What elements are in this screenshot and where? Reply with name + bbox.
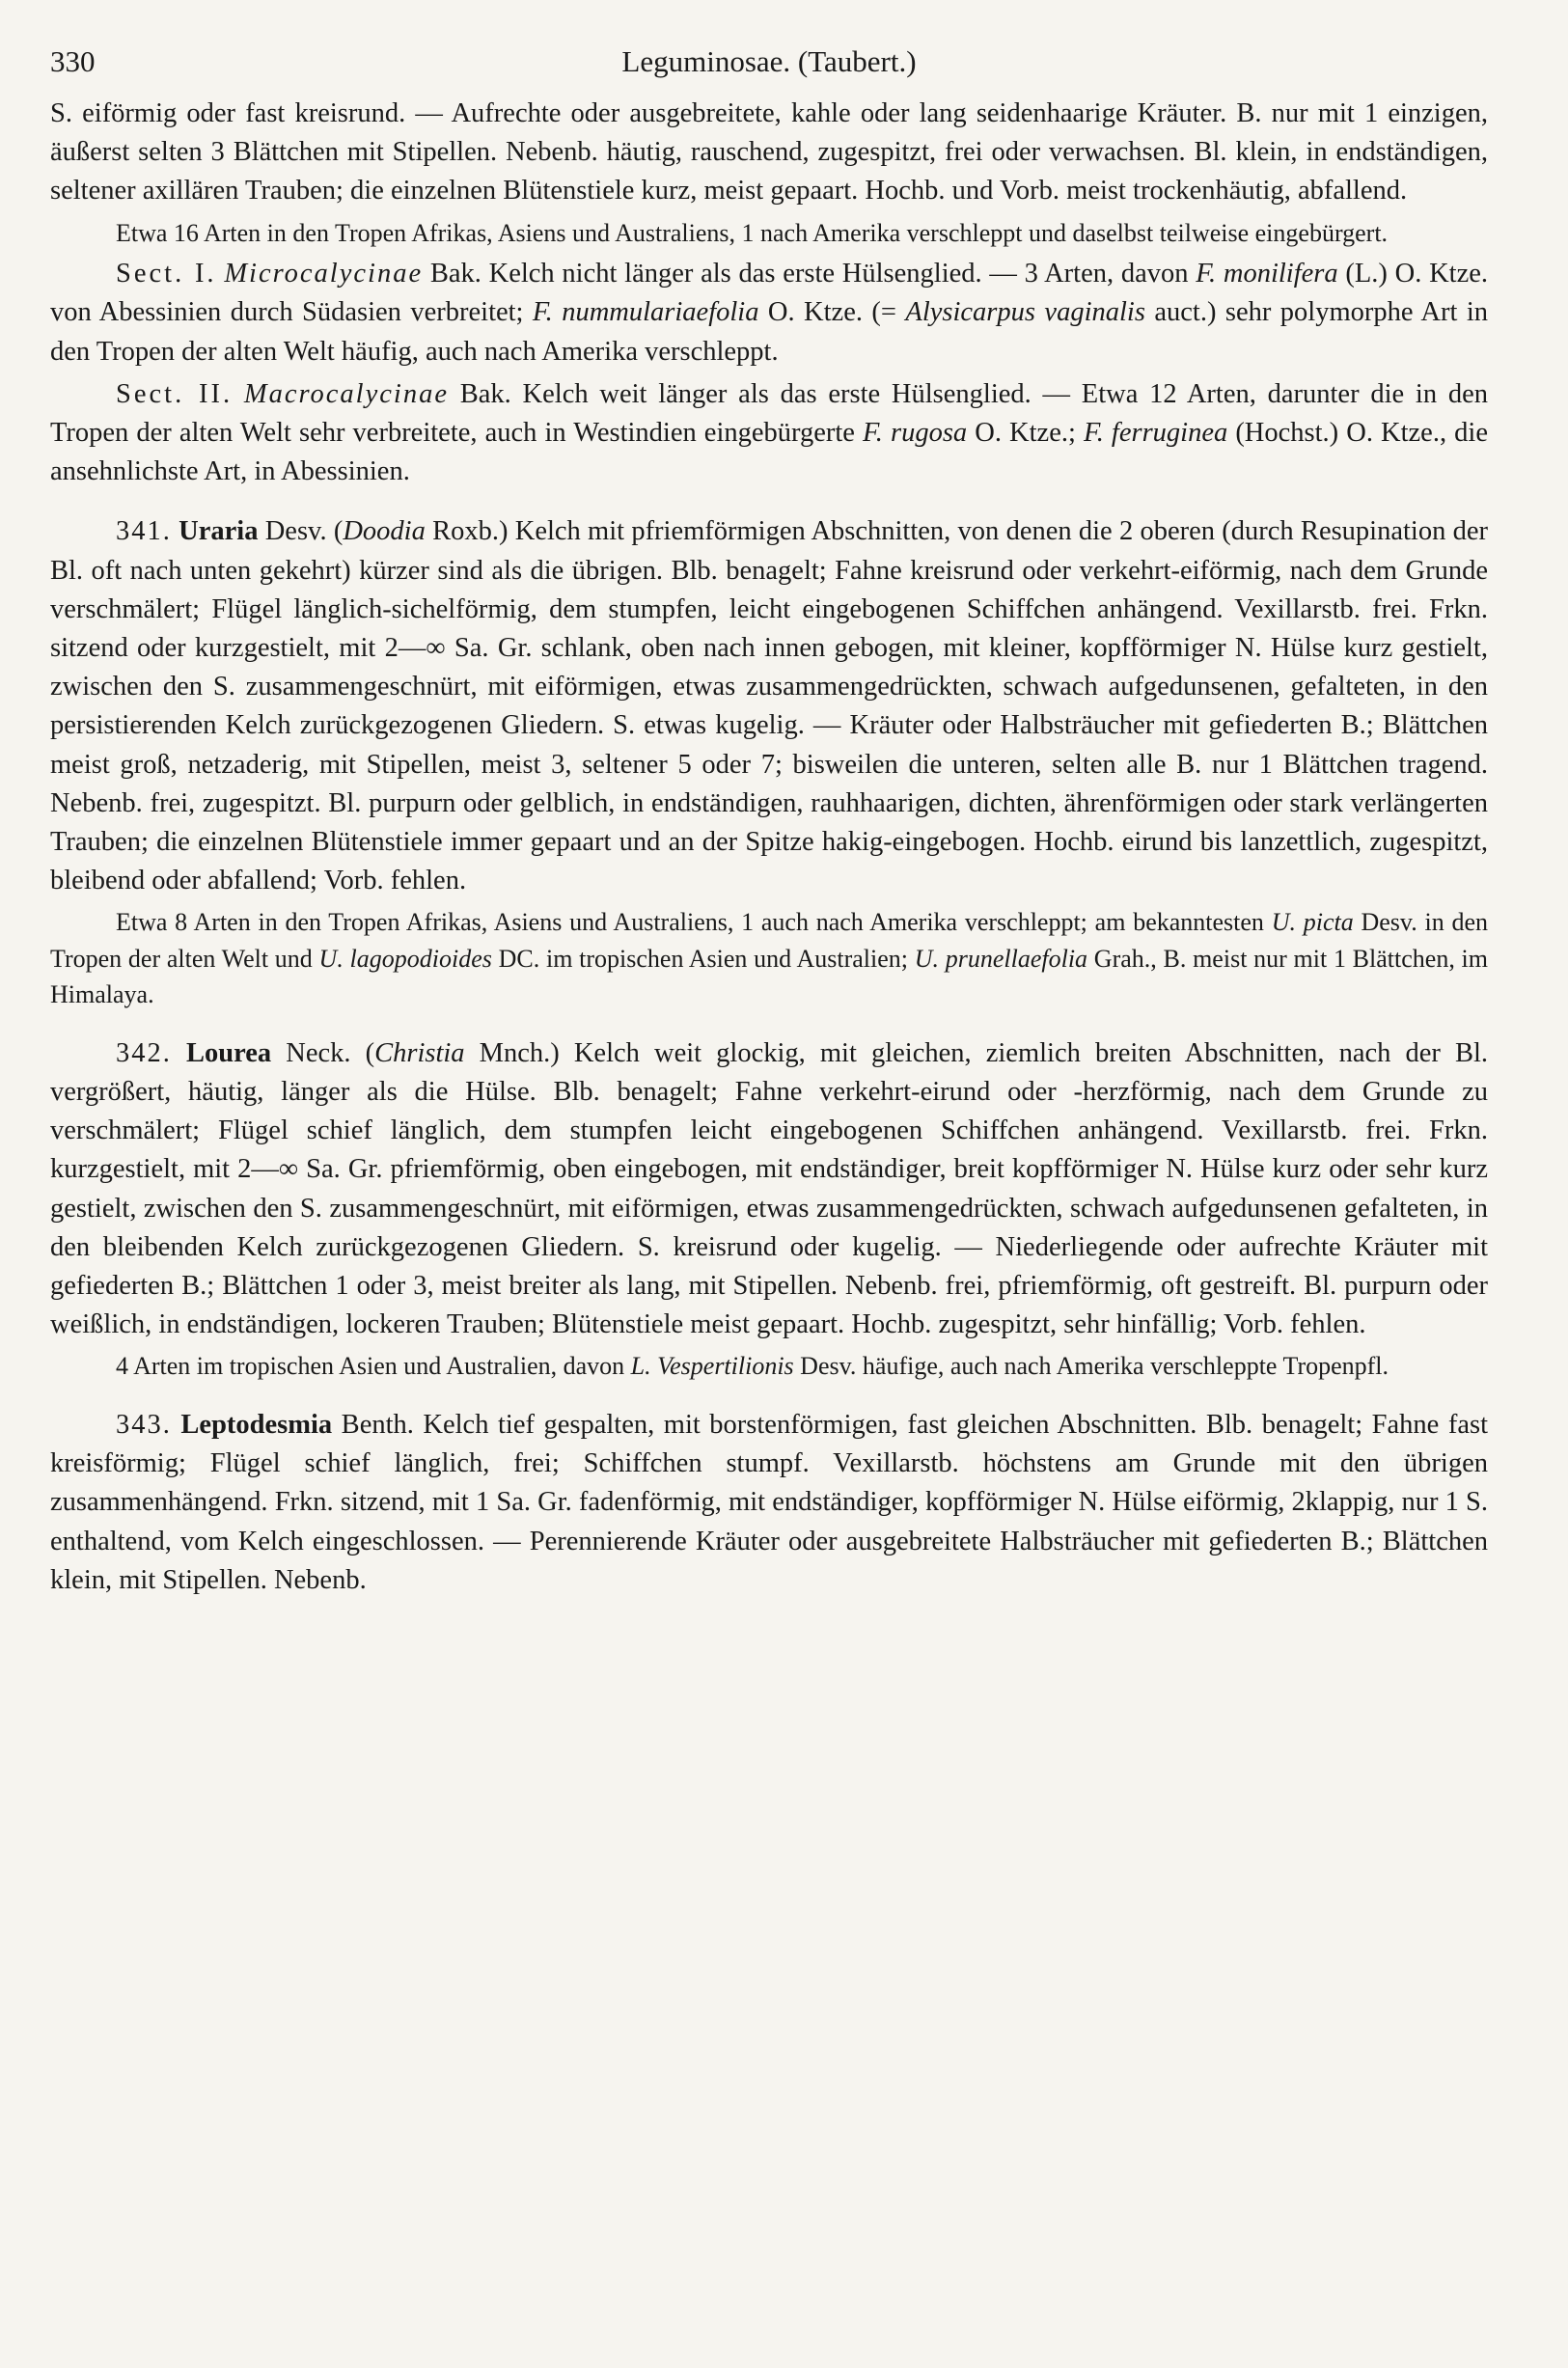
- genus-entry-lourea: [50, 1034, 1488, 1345]
- section-text: O. Ktze. (=: [758, 297, 906, 328]
- document-page: [50, 29, 1488, 2345]
- section-macrocalycinae: [50, 375, 1488, 492]
- species-name: F. rugosa: [863, 417, 968, 448]
- genus-text: Desv. (: [258, 516, 344, 547]
- note-text: Desv. häufige, auch nach Amerika verschleppte Tropenpfl.: [793, 1352, 1389, 1381]
- genus-entry-leptodesmia: [50, 1406, 1488, 1600]
- species-name: F. monilifera: [1196, 259, 1338, 289]
- genus-number: 342.: [116, 1037, 172, 1068]
- species-name: U. lagopodioides: [318, 944, 492, 973]
- uraria-distribution-note: [50, 904, 1488, 1013]
- section-text: O. Ktze.;: [967, 417, 1084, 448]
- genus-text: Benth. Kelch tief gespalten, mit borstenförmigen, fast gleichen Abschnitten. Blb. benagelt; Fahne fast kreisförmig; Flügel schief länglich, frei; Schiffchen stumpf. Vexillarstb. höchstens am Grunde mit den übrigen zusammenhängend. Frkn. sitzend, mit 1 Sa. Gr. fadenförmig, mit endständiger, kopfförmiger N. Hülse eiförmig, 2klappig, nur 1 S. enthaltend, vom Kelch eingeschlossen. — Perennierende Kräuter oder ausgebreitete Halbsträucher mit gefiederten B.; Blättchen klein, mit Stipellen. Nebenb.: [50, 1409, 1488, 1595]
- section-text: Bak. Kelch weit länger als das erste Hülsenglied. — Etwa 12 Arten, darunter die in den Tropen der alten Welt sehr verbreitete, auch in Westindien eingebürgerte: [50, 378, 1488, 448]
- species-name: Alysicarpus vaginalis: [905, 297, 1145, 328]
- note-text: 4 Arten im tropischen Asien und Australien, davon: [116, 1352, 631, 1381]
- section-name: Macrocalycinae: [243, 378, 449, 409]
- note-text: DC. im tropischen Asien und Australien;: [491, 944, 915, 973]
- species-name: F. ferruginea: [1083, 417, 1228, 448]
- continuation-paragraph: S. eiförmig oder fast kreisrund. — Aufrechte oder ausgebreitete, kahle oder lang seidenhaarige Kräuter. B. nur mit 1 einzigen, äußerst selten 3 Blättchen mit Stipellen. Nebenb. häutig, rauschend, zugespitzt, frei oder verwachsen. Bl. klein, in endständigen, seltener axillären Trauben; die einzelnen Blütenstiele kurz, meist gepaart. Hochb. und Vorb. meist trockenhäutig, abfallend.: [50, 98, 1488, 207]
- page-header: [50, 29, 1488, 95]
- section-name: Microcalycinae: [224, 259, 424, 289]
- section-text: (L.) O. Ktze. von Abessinien durch Südasien verbreitet;: [50, 259, 1488, 328]
- section-label: Sect. II.: [116, 378, 234, 409]
- running-head: Leguminosae. (Taubert.): [621, 44, 917, 78]
- genus-entry-uraria: [50, 512, 1488, 900]
- section-text: auct.) sehr polymorphe Art in den Tropen der alten Welt häufig, auch nach Amerika verschleppt.: [50, 297, 1488, 367]
- note-text: Etwa 8 Arten in den Tropen Afrikas, Asiens und Australiens, 1 auch nach Amerika verschleppt; am bekanntesten: [116, 908, 1272, 937]
- genus-name: Leptodesmia: [180, 1409, 333, 1440]
- section-microcalycinae: [50, 255, 1488, 372]
- genus-text: Mnch.) Kelch weit glockig, mit gleichen, ziemlich breiten Abschnitten, nach der Bl. vergrößert, häutig, länger als die Hülse. Blb. benagelt; Fahne verkehrt-eirund oder -herzförmig, nach dem Grunde zu verschmälert; Flügel schief länglich, dem stumpfen leicht eingebogenen Schiffchen anhängend. Vexillarstb. frei. Frkn. kurzgestielt, mit 2—∞ Sa. Gr. pfriemförmig, oben eingebogen, mit endständiger, breit kopfförmiger N. Hülse kurz oder sehr kurz gestielt, zwischen den S. zusammengeschnürt, mit eiförmigen, etwas zusammengedrückten, schwach aufgedunsenen gefalteten, in den bleibenden Kelch zurückgezogenen Gliedern. S. kreisrund oder kugelig. — Niederliegende oder aufrechte Kräuter mit gefiederten B.; Blättchen 1 oder 3, meist breiter als lang, mit Stipellen. Nebenb. frei, pfriemförmig, oft gestreift. Bl. purpurn oder weißlich, in endständigen, lockeren Trauben; Blütenstiele meist gepaart. Hochb. zugespitzt, sehr hinfällig; Vorb. fehlen.: [50, 1037, 1488, 1340]
- note-text: Grah., B. meist nur mit 1 Blättchen, im Himalaya.: [50, 944, 1488, 1009]
- genus-text: Roxb.) Kelch mit pfriemförmigen Abschnitten, von denen die 2 oberen (durch Resupination der Bl. oft nach unten gekehrt) kürzer sind als die übrigen. Blb. benagelt; Fahne kreisrund oder verkehrt-eiförmig, nach dem Grunde verschmälert; Flügel länglich-sichelförmig, dem stumpfen, leicht eingebogenen Schiffchen anhängend. Vexillarstb. frei. Frkn. sitzend oder kurzgestielt, mit 2—∞ Sa. Gr. schlank, oben nach innen gebogen, mit kleiner, kopfförmiger N. Hülse kurz gestielt, zwischen den S. zusammengeschnürt, mit eiförmigen, etwas zusammengedrückten, schwach aufgedunsenen, gefalteten, in den persistierenden Kelch zurückgezogenen Gliedern. S. etwas kugelig. — Kräuter oder Halbsträucher mit gefiederten B.; Blättchen meist groß, netzaderig, mit Stipellen, meist 3, seltener 5 oder 7; bisweilen die unteren, selten alle B. nur 1 Blättchen tragend. Nebenb. frei, zugespitzt. Bl. purpurn oder gelblich, in endständigen, rauhhaarigen, dichten, ährenförmigen oder stark verlängerten Trauben; die einzelnen Blütenstiele immer gepaart und an der Spitze hakig-eingebogen. Hochb. eirund bis lanzettlich, zugespitzt, bleibend oder abfallend; Vorb. fehlen.: [50, 516, 1488, 896]
- distribution-note: Etwa 16 Arten in den Tropen Afrikas, Asiens und Australiens, 1 nach Amerika verschleppt und daselbst teilweise eingebürgert.: [116, 218, 1389, 247]
- synonym-name: Christia: [374, 1037, 465, 1068]
- lourea-distribution-note: [50, 1348, 1488, 1385]
- page-number: 330: [50, 44, 96, 78]
- species-name: U. prunellaefolia: [914, 944, 1088, 973]
- species-name: U. picta: [1271, 908, 1354, 937]
- species-name: L. Vespertilionis: [630, 1352, 794, 1381]
- genus-number: 343.: [116, 1409, 172, 1440]
- genus-name: Uraria: [179, 516, 259, 547]
- genus-number: 341.: [116, 516, 172, 547]
- species-name: F. nummulariaefolia: [532, 297, 759, 328]
- section-text: Bak. Kelch nicht länger als das erste Hülsenglied. — 3 Arten, davon: [423, 259, 1197, 289]
- section-label: Sect. I.: [116, 259, 217, 289]
- genus-text: Neck. (: [271, 1037, 375, 1068]
- genus-name: Lourea: [185, 1037, 272, 1068]
- note-text: Desv. in den Tropen der alten Welt und: [50, 908, 1488, 973]
- section-text: (Hochst.) O. Ktze., die ansehnlichste Art, in Abessinien.: [50, 417, 1488, 487]
- synonym-name: Doodia: [343, 516, 426, 547]
